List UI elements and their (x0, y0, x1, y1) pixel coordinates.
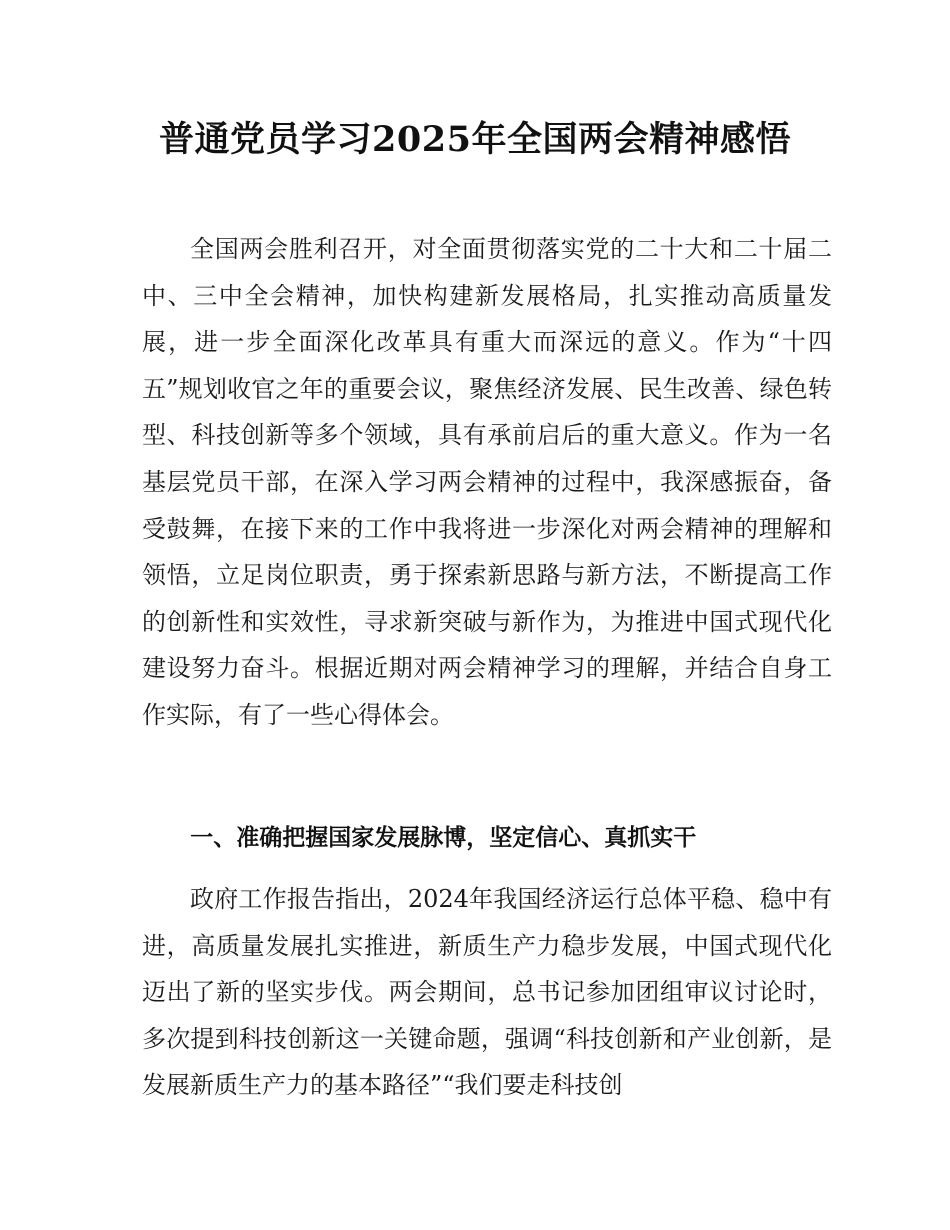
document-title: 普通党员学习2025年全国两会精神感悟 (159, 119, 791, 160)
section-heading-1: 一、准确把握国家发展脉博，坚定信心、真抓实干 (190, 825, 697, 851)
section-1-paragraph: 政府工作报告指出，2024年我国经济运行总体平稳、稳中有进，高质量发展扎实推进，新质生产力稳步发展，中国式现代化迈出了新的坚实步伐。两会期间，总书记参加团组审议讨论时，多次提到科技创新这一关键命题，强调“科技创新和产业创新，是发展新质生产力的基本路径”“我们要走科技创 (142, 885, 832, 1100)
intro-paragraph: 全国两会胜利召开，对全面贯彻落实党的二十大和二十届二中、三中全会精神，加快构建新发展格局，扎实推动高质量发展，进一步全面深化改革具有重大而深远的意义。作为“十四五”规划收官之年的重要会议，聚焦经济发展、民生改善、绿色转型、科技创新等多个领域，具有承前启后的重大意义。作为一名基层党员干部，在深入学习两会精神的过程中，我深感振奋，备受鼓舞，在接下来的工作中我将进一步深化对两会精神的理解和领悟，立足岗位职责，勇于探索新思路与新方法，不断提高工作的创新性和实效性，寻求新突破与新作为，为推进中国式现代化建设努力奋斗。根据近期对两会精神学习的理解，并结合自身工作实际，有了一些心得体会。 (142, 235, 832, 729)
